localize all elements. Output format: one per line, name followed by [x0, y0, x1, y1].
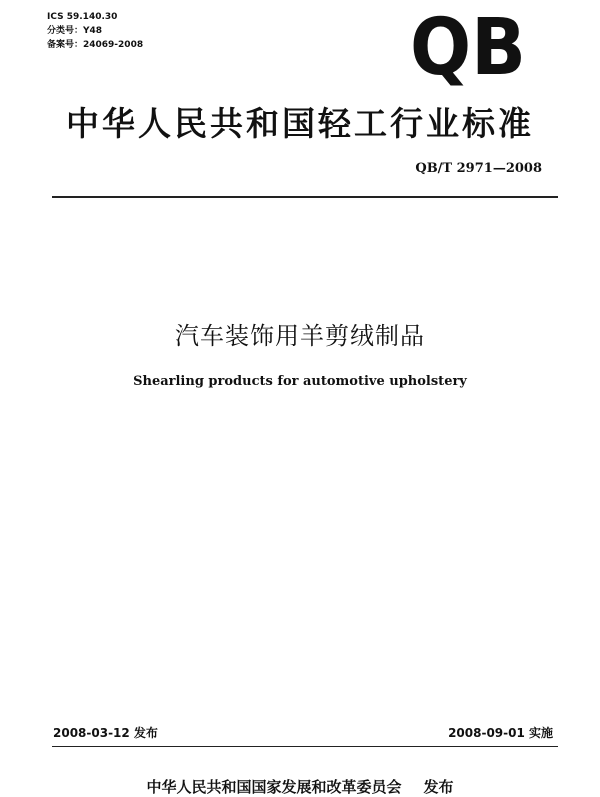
- qb-logo-text: QB: [410, 6, 526, 86]
- publish-label: 发布: [423, 778, 454, 796]
- issue-date: 2008-03-12 发布: [53, 726, 158, 740]
- document-title-english: Shearling products for automotive upholstery: [133, 374, 467, 389]
- ics-code: ICS 59.140.30: [47, 12, 118, 22]
- implementation-date: 2008-09-01 实施: [448, 726, 553, 740]
- footer-divider: [52, 746, 558, 747]
- classification-block: [47, 10, 143, 52]
- issuer-title: 中华人民共和国轻工行业标准: [66, 104, 534, 143]
- classification-number: 分类号：Y48: [47, 26, 103, 36]
- record-number: 备案号：24069-2008: [47, 40, 144, 50]
- document-title-chinese: 汽车装饰用羊剪绒制品: [175, 322, 425, 350]
- header-divider: [52, 196, 558, 198]
- publisher-line: [0, 776, 600, 797]
- qb-logo: [408, 6, 528, 86]
- publisher-name: 中华人民共和国国家发展和改革委员会: [146, 778, 402, 796]
- standard-number: QB/T 2971—2008: [415, 161, 542, 176]
